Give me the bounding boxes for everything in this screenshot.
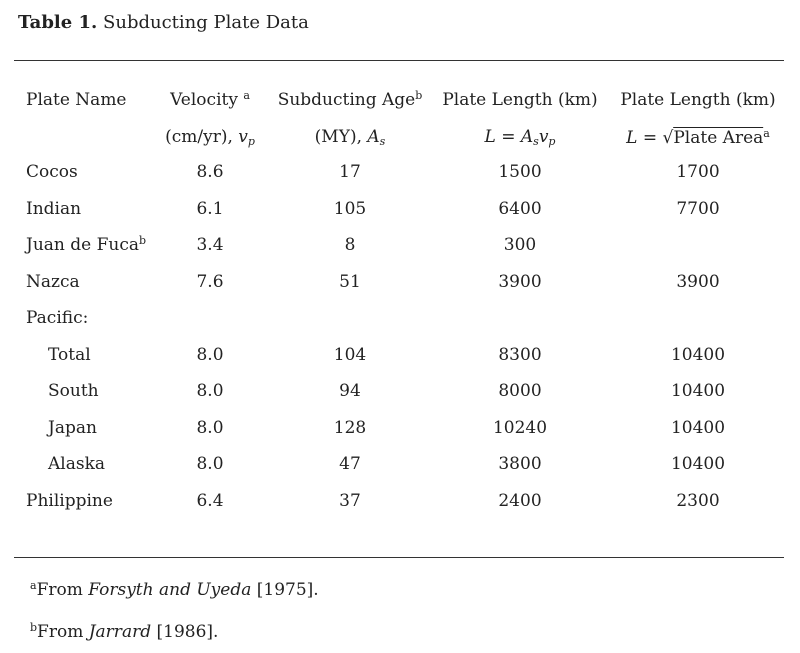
cell-length-area: 10400 xyxy=(670,418,726,438)
formula-eq: = xyxy=(495,127,521,147)
header-velocity-units xyxy=(165,127,255,147)
cell-velocity: 8.0 xyxy=(196,381,224,401)
cell-age: 105 xyxy=(333,199,367,219)
header-subducting-age xyxy=(278,90,423,110)
cell-plate-name xyxy=(26,491,113,511)
footnote-mark: b xyxy=(30,621,38,634)
table-title: Subducting Plate Data xyxy=(103,12,309,33)
plate-name-text: South xyxy=(48,381,99,401)
cell-age: 37 xyxy=(339,491,361,511)
cell-length-area: 10400 xyxy=(670,381,726,401)
header-velocity-unit-text: (cm/yr), xyxy=(165,127,239,147)
cell-velocity: 3.4 xyxy=(196,235,224,255)
formula-v-sub: p xyxy=(548,135,556,148)
plate-name-text: Alaska xyxy=(48,454,106,474)
cell-velocity: 8.0 xyxy=(196,418,224,438)
header-plate-length-area-formula xyxy=(626,127,770,148)
cell-length-area: 7700 xyxy=(676,199,720,219)
cell-plate-name xyxy=(48,345,91,365)
footnote-prefix: From xyxy=(37,622,89,642)
cell-plate-name xyxy=(26,308,88,328)
footnote xyxy=(30,580,319,600)
cell-length-calc: 1500 xyxy=(498,162,542,182)
formula-a-sub: s xyxy=(533,135,539,148)
cell-age: 104 xyxy=(333,345,367,365)
header-velocity-sub: p xyxy=(247,135,255,148)
plate-name-text: Pacific: xyxy=(26,308,89,328)
cell-length-area: 10400 xyxy=(670,345,726,365)
cell-length-area: 10400 xyxy=(670,454,726,474)
footnote-ref: [1975]. xyxy=(251,580,319,600)
header-age-units xyxy=(315,127,386,147)
plate-name-footnote-mark: b xyxy=(139,234,147,247)
formula2-eq: = √ xyxy=(637,128,674,148)
footnote-prefix: From xyxy=(36,580,89,600)
cell-length-calc: 2400 xyxy=(498,491,542,511)
cell-age: 8 xyxy=(344,235,356,255)
footnote-authors: Forsyth and Uyeda xyxy=(88,580,252,600)
plate-name-text: Total xyxy=(48,345,91,365)
footnote xyxy=(30,622,218,642)
plate-name-text: Philippine xyxy=(26,491,113,511)
cell-length-calc: 8000 xyxy=(498,381,542,401)
cell-length-calc: 8300 xyxy=(498,345,542,365)
header-plate-length-calc-formula xyxy=(485,127,556,147)
cell-plate-name xyxy=(48,418,97,438)
formula2-radicand: Plate Area xyxy=(673,128,764,148)
header-plate-name: Plate Name xyxy=(26,90,127,110)
formula2-footnote-mark: a xyxy=(763,127,770,140)
cell-length-area: 3900 xyxy=(676,272,720,292)
header-age-text: Subducting Age xyxy=(277,90,416,110)
header-age-var: A xyxy=(367,127,380,147)
cell-plate-name xyxy=(26,199,81,219)
cell-age: 128 xyxy=(333,418,367,438)
header-velocity-var: v xyxy=(238,127,248,147)
cell-plate-name xyxy=(26,162,78,182)
cell-velocity: 6.4 xyxy=(196,491,224,511)
cell-velocity: 7.6 xyxy=(196,272,224,292)
header-velocity xyxy=(170,90,250,110)
cell-length-calc: 3800 xyxy=(498,454,542,474)
cell-plate-name xyxy=(26,272,80,292)
cell-velocity: 8.6 xyxy=(196,162,224,182)
top-rule xyxy=(14,60,784,61)
cell-velocity: 6.1 xyxy=(196,199,224,219)
footnote-mark: a xyxy=(30,579,37,592)
cell-age: 47 xyxy=(339,454,361,474)
header-age-footnote-mark: b xyxy=(415,89,423,102)
formula-v: v xyxy=(538,127,549,147)
header-plate-length-calc: Plate Length (km) xyxy=(442,90,598,110)
cell-plate-name xyxy=(48,381,99,401)
plate-name-text: Indian xyxy=(26,199,82,219)
cell-length-calc: 6400 xyxy=(498,199,542,219)
cell-velocity: 8.0 xyxy=(196,345,224,365)
bottom-rule xyxy=(14,557,784,558)
footnote-ref: [1986]. xyxy=(151,622,219,642)
header-velocity-text: Velocity xyxy=(170,90,238,110)
cell-age: 17 xyxy=(339,162,361,182)
cell-length-area: 1700 xyxy=(676,162,720,182)
formula-a: A xyxy=(520,127,534,147)
formula2-l: L xyxy=(626,128,638,148)
plate-name-text: Japan xyxy=(48,418,97,438)
cell-velocity: 8.0 xyxy=(196,454,224,474)
cell-age: 94 xyxy=(339,381,361,401)
plate-name-text: Nazca xyxy=(26,272,80,292)
cell-plate-name xyxy=(48,454,105,474)
cell-plate-name xyxy=(26,235,146,255)
cell-length-area: 2300 xyxy=(676,491,720,511)
plate-name-text: Cocos xyxy=(26,162,78,182)
cell-length-calc: 10240 xyxy=(492,418,548,438)
header-velocity-footnote-mark: a xyxy=(243,89,250,102)
header-plate-length-area: Plate Length (km) xyxy=(620,90,776,110)
header-age-sub: s xyxy=(379,135,386,148)
plate-name-text: Juan de Fuca xyxy=(26,235,139,255)
table-caption xyxy=(18,12,309,33)
cell-age: 51 xyxy=(339,272,361,292)
formula-l: L xyxy=(484,127,496,147)
cell-length-calc: 300 xyxy=(503,235,537,255)
cell-length-calc: 3900 xyxy=(498,272,542,292)
table-label: Table 1. xyxy=(18,12,98,33)
footnote-authors: Jarrard xyxy=(88,622,152,642)
header-age-unit-text: (MY), xyxy=(314,127,368,147)
